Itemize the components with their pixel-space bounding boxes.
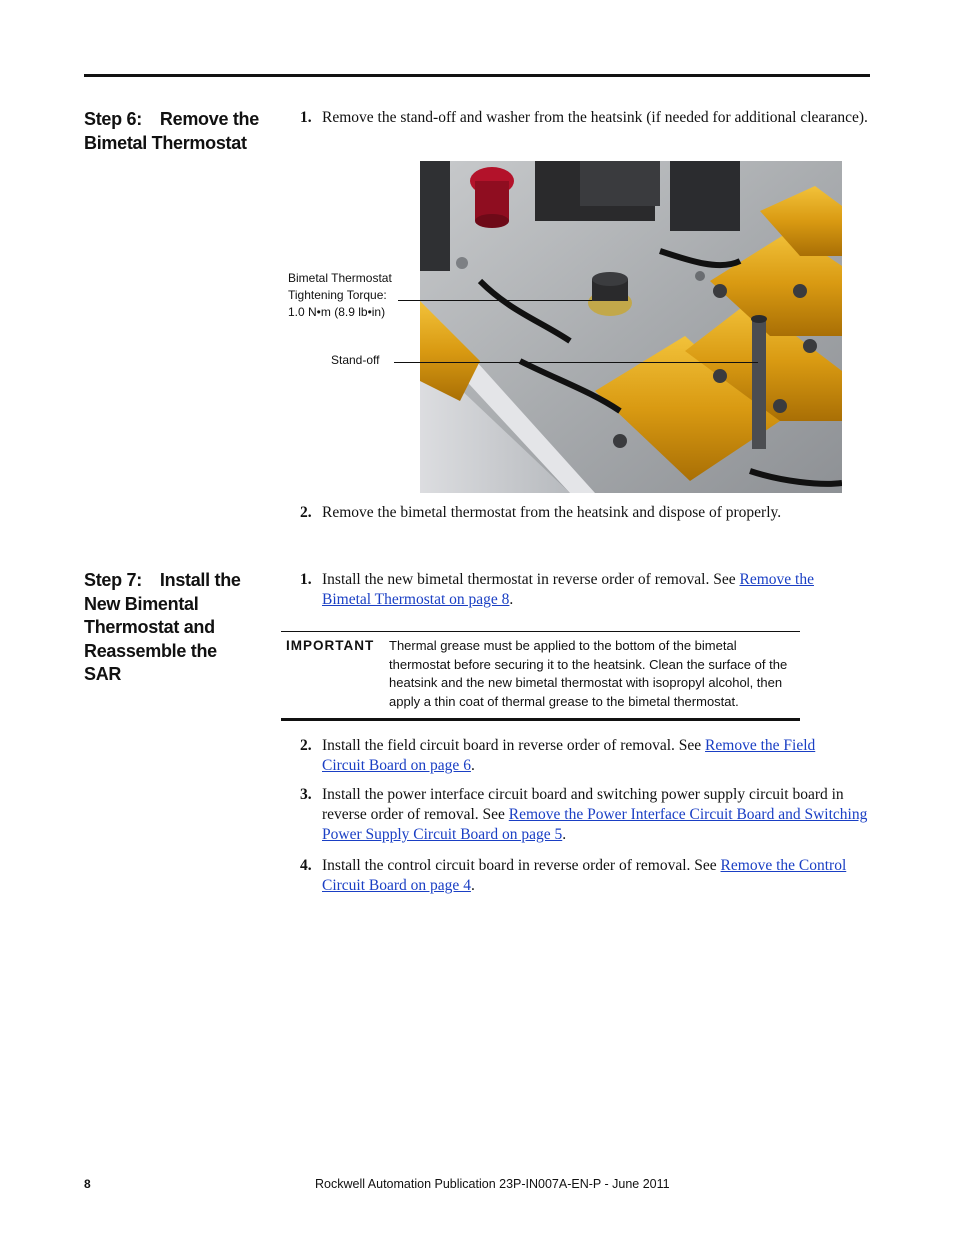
step7-item-4 [300, 856, 870, 896]
item-text: Install the field circuit board in reverse order of removal. See [322, 737, 706, 754]
link-remove-power-interface-board[interactable]: Remove the Power Interface Circuit Board and Switching Power Supply Circuit Board on page 5 [322, 806, 868, 843]
item-text-end: . [470, 877, 475, 894]
standoff-callout: Stand-off [331, 353, 380, 367]
item-number: 1. [300, 109, 312, 126]
step7-title-line: Thermostat and [84, 617, 215, 637]
item-text: Remove the bimetal thermostat from the heatsink and dispose of properly. [322, 504, 782, 521]
step6-title-line2: Bimetal Thermostat [84, 132, 247, 153]
item-text: Install the power interface circuit board and switching power supply circuit board in reverse order of removal. See [322, 786, 844, 823]
step7-item-1 [300, 570, 860, 610]
important-text: Thermal grease must be applied to the bottom of the bimetal thermostat before securing it to the heatsink. Clean the surface of the heatsink and the new bimetal thermostat with isopropyl alcohol, then apply a thin coat of thermal grease to the bimetal thermostat. [389, 638, 788, 709]
step6-item-2 [300, 503, 870, 523]
thermostat-leader-line [398, 300, 592, 301]
step7-item-3 [300, 785, 870, 845]
step6-heading [84, 108, 259, 155]
link-remove-field-circuit-board[interactable]: Remove the Field Circuit Board on page 6 [322, 737, 816, 774]
important-label: IMPORTANT [286, 638, 375, 653]
step6-title-line1: Remove the [159, 109, 259, 129]
step7-item-2 [300, 736, 860, 776]
item-text-end: . [470, 757, 475, 774]
heatsink-photo [420, 161, 842, 493]
callout-line: Bimetal Thermostat [288, 271, 392, 285]
callout-line: Tightening Torque: [288, 288, 387, 302]
link-remove-control-circuit-board[interactable]: Remove the Control Circuit Board on page 4 [322, 857, 847, 894]
step6-number: Step 6: [84, 109, 142, 129]
item-number: 1. [300, 571, 312, 588]
step7-heading [84, 569, 241, 687]
thermostat-callout [288, 270, 392, 321]
standoff-leader-line [394, 362, 758, 363]
step7-title-line: New Bimental [84, 593, 199, 614]
step7-title-line: Install the [159, 570, 241, 590]
step6-item-1 [300, 108, 870, 128]
item-text: Install the control circuit board in reverse order of removal. See [322, 857, 721, 874]
publication-footer: Rockwell Automation Publication 23P-IN007A-EN-P - June 2011 [315, 1177, 670, 1191]
item-text: Remove the stand-off and washer from the heatsink (if needed for additional clearance). [322, 109, 868, 126]
item-text-end: . [562, 826, 567, 843]
callout-line: 1.0 N•m (8.9 lb•in) [288, 305, 386, 319]
link-remove-bimetal-thermostat[interactable]: Remove the Bimetal Thermostat on page 8 [322, 571, 814, 608]
item-number: 4. [300, 857, 312, 874]
item-text-end: . [509, 591, 514, 608]
item-number: 3. [300, 786, 312, 803]
item-number: 2. [300, 504, 312, 521]
step7-number: Step 7: [84, 570, 142, 590]
item-number: 2. [300, 737, 312, 754]
page-number: 8 [84, 1177, 91, 1191]
item-text: Install the new bimetal thermostat in reverse order of removal. See [322, 571, 740, 588]
important-note [281, 631, 800, 721]
top-rule [84, 74, 870, 77]
step7-title-line: SAR [84, 664, 122, 684]
step7-title-line: Reassemble the [84, 640, 217, 661]
